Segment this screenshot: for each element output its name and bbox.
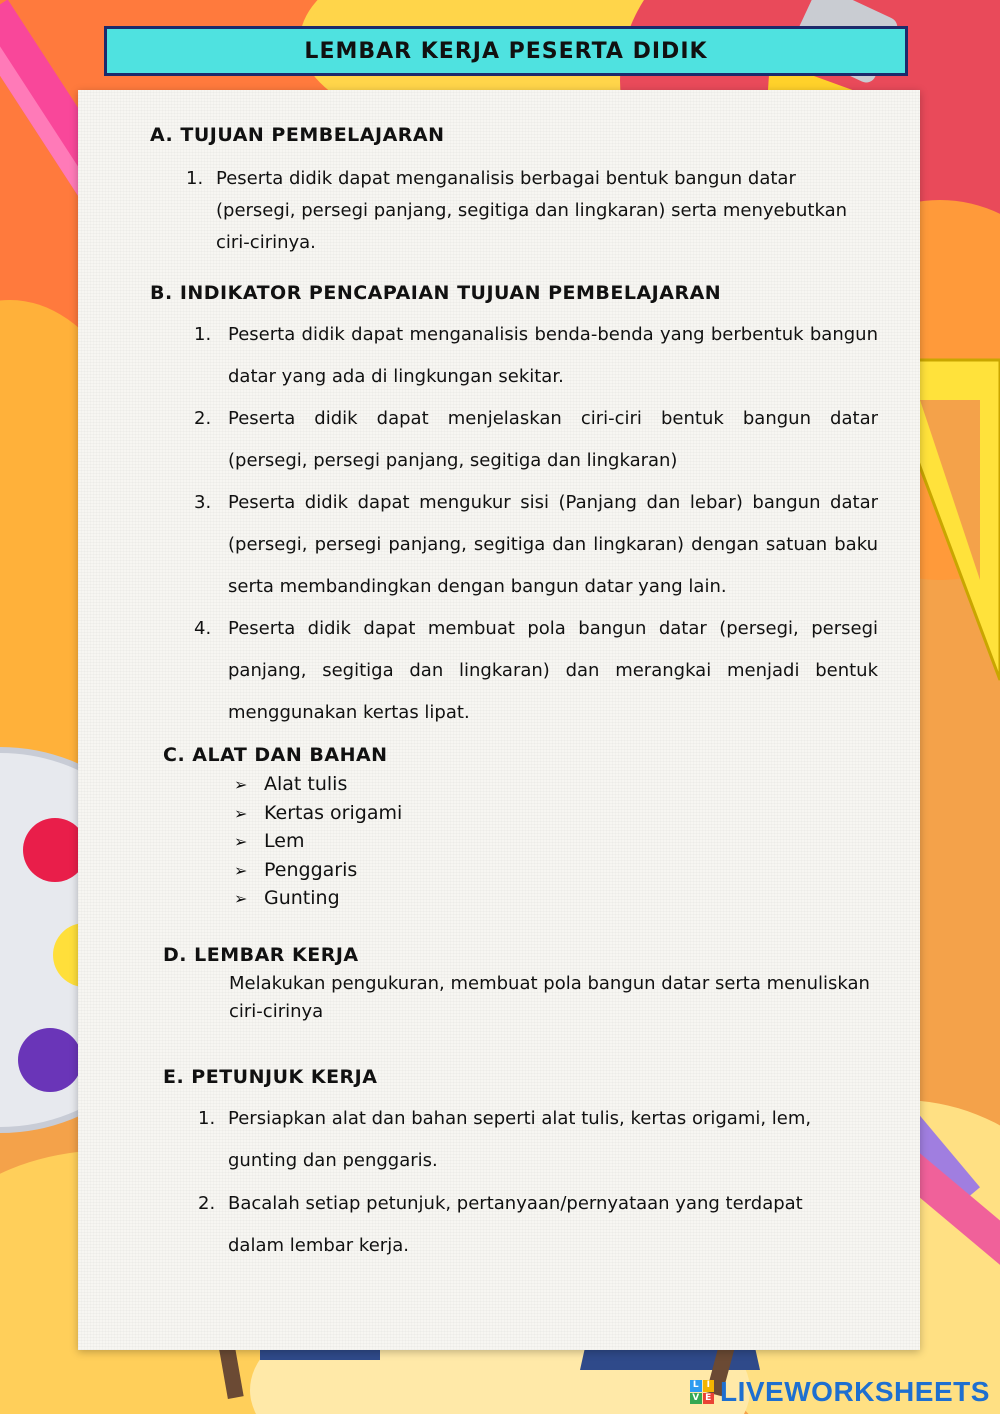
arrow-bullet-icon: ➢ (234, 832, 248, 851)
section-b-line: menggunakan kertas lipat. (228, 702, 470, 723)
section-b-item-number: 1. (194, 324, 212, 345)
section-d-heading: D. LEMBAR KERJA (163, 944, 359, 966)
arrow-bullet-icon: ➢ (234, 775, 248, 794)
arrow-bullet-icon: ➢ (234, 889, 248, 908)
section-b-line: Peserta didik dapat menjelaskan ciri-ciri bentuk bangun datar (228, 408, 878, 429)
section-a-line: Peserta didik dapat menganalisis berbagai bentuk bangun datar (216, 168, 796, 189)
section-e-line: gunting dan penggaris. (228, 1150, 438, 1171)
section-b-item-number: 4. (194, 618, 212, 639)
worksheet-title: LEMBAR KERJA PESERTA DIDIK (104, 26, 908, 76)
list-item: ➢ Alat tulis (234, 773, 348, 795)
arrow-bullet-icon: ➢ (234, 804, 248, 823)
liveworksheets-logo[interactable] (690, 1376, 990, 1408)
list-item: ➢ Lem (234, 830, 305, 852)
section-a-line: ciri-cirinya. (216, 232, 316, 253)
section-b-line: (persegi, persegi panjang, segitiga dan lingkaran) (228, 450, 678, 471)
arrow-bullet-icon: ➢ (234, 861, 248, 880)
liveworksheets-wordmark: LIVEWORKSHEETS (720, 1376, 990, 1407)
section-b-line: datar yang ada di lingkungan sekitar. (228, 366, 564, 387)
worksheet-paper (78, 90, 920, 1350)
section-b-line: (persegi, persegi panjang, segitiga dan lingkaran) dengan satuan baku (228, 534, 878, 555)
section-b-line: Peserta didik dapat mengukur sisi (Panjang dan lebar) bangun datar (228, 492, 878, 513)
section-e-line: Bacalah setiap petunjuk, pertanyaan/pernyataan yang terdapat (228, 1193, 803, 1214)
section-a-item-number: 1. (186, 168, 204, 189)
section-b-line: Peserta didik dapat membuat pola bangun datar (persegi, persegi (228, 618, 878, 639)
list-item: ➢ Gunting (234, 887, 340, 909)
section-b-item-number: 2. (194, 408, 212, 429)
section-a-line: (persegi, persegi panjang, segitiga dan lingkaran) serta menyebutkan (216, 200, 848, 221)
liveworksheets-mark-icon: L I V E (690, 1380, 714, 1404)
section-b-line: serta membandingkan dengan bangun datar yang lain. (228, 576, 727, 597)
section-b-line: Peserta didik dapat menganalisis benda-benda yang berbentuk bangun (228, 324, 878, 345)
list-item: ➢ Kertas origami (234, 802, 403, 824)
section-a-heading: A. TUJUAN PEMBELAJARAN (150, 124, 445, 146)
list-item: ➢ Penggaris (234, 859, 358, 881)
section-e-item-number: 2. (198, 1193, 216, 1214)
section-e-line: dalam lembar kerja. (228, 1235, 409, 1256)
section-b-item-number: 3. (194, 492, 212, 513)
section-d-line: ciri-cirinya (229, 1001, 324, 1022)
section-d-line: Melakukan pengukuran, membuat pola bangun datar serta menuliskan (229, 973, 870, 994)
section-e-item-number: 1. (198, 1108, 216, 1129)
section-b-line: panjang, segitiga dan lingkaran) dan merangkai menjadi bentuk (228, 660, 878, 681)
section-e-heading: E. PETUNJUK KERJA (163, 1066, 378, 1088)
section-b-heading: B. INDIKATOR PENCAPAIAN TUJUAN PEMBELAJARAN (150, 282, 722, 304)
section-c-heading: C. ALAT DAN BAHAN (163, 744, 388, 766)
section-e-line: Persiapkan alat dan bahan seperti alat tulis, kertas origami, lem, (228, 1108, 812, 1129)
